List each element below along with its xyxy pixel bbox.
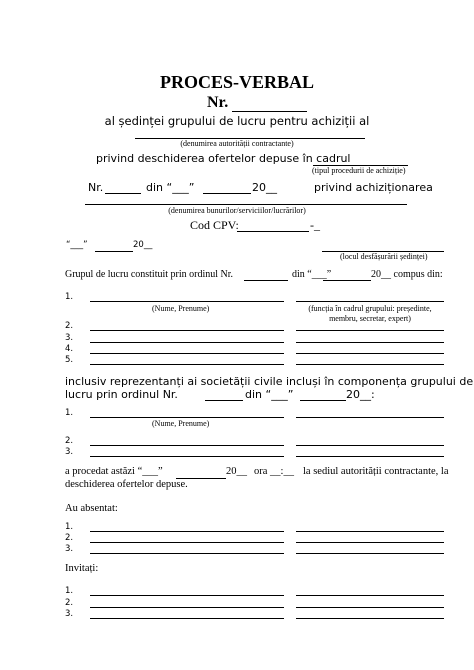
group-intro-prefix: Grupul de lucru constituit prin ordinul Nr. (65, 269, 234, 280)
civil-extra-line-3 (296, 456, 444, 457)
proceeded-time: ora __:__ (254, 466, 294, 477)
invited-extra-line-1 (296, 595, 444, 596)
absent-extra-line-1 (296, 531, 444, 532)
group-number-2: 2. (65, 321, 74, 331)
invited-number-1: 1. (65, 586, 74, 596)
absent-extra-line-3 (296, 553, 444, 554)
civil-name-line-3 (90, 456, 284, 457)
meeting-subtitle: al ședinței grupului de lucru pentru achiziții al (104, 114, 370, 128)
number-label: Nr. (207, 94, 229, 111)
cpv-suffix: -_ (310, 218, 320, 232)
civil-extra-line-1 (296, 417, 444, 418)
date-year: 20__ (133, 240, 153, 250)
group-name-caption: (Nume, Prenume) (152, 304, 210, 313)
group-name-line-2 (90, 330, 284, 331)
civil-number-2: 2. (65, 436, 74, 446)
group-number-3: 3. (65, 333, 74, 343)
civil-extra-line-2 (296, 445, 444, 446)
proceeded-line1-prefix: a procedat astăzi “___” (65, 466, 163, 477)
civil-nr-blank (205, 400, 243, 401)
absent-name-line-1 (90, 531, 284, 532)
group-function-line-3 (296, 342, 444, 343)
group-function-line-4 (296, 353, 444, 354)
civil-text-line2-from: din “___” (245, 388, 294, 401)
absent-label: Au absentat: (65, 503, 118, 514)
absent-extra-line-2 (296, 542, 444, 543)
nr-prefix: Nr. (88, 181, 104, 194)
group-number-5: 5. (65, 355, 74, 365)
year-suffix: 20__ (252, 181, 277, 194)
date-quote: “___” (66, 240, 88, 250)
group-intro-suffix: 20__ compus din: (371, 269, 443, 280)
group-function-line-2 (296, 330, 444, 331)
acquisition-text: privind achiziționarea (314, 181, 433, 194)
group-nr-blank (244, 280, 288, 281)
invited-number-2: 2. (65, 598, 74, 608)
number-blank (232, 111, 307, 112)
date-from: din “___” (146, 181, 195, 194)
group-name-line-3 (90, 342, 284, 343)
authority-caption: (denumirea autorității contractante) (180, 139, 294, 148)
group-name-line-5 (90, 364, 284, 365)
goods-caption: (denumirea bunurilor/serviciilor/lucrărilor) (168, 206, 306, 215)
group-function-caption: (funcția în cadrul grupului: președinte, membru, secretar, expert) (308, 304, 432, 323)
civil-text-line2-prefix: lucru prin ordinul Nr. (65, 388, 178, 401)
invited-number-3: 3. (65, 609, 74, 619)
absent-number-3: 3. (65, 544, 74, 554)
civil-name-line-2 (90, 445, 284, 446)
month-blank (203, 193, 251, 194)
group-name-line-4 (90, 353, 284, 354)
invited-extra-line-3 (296, 618, 444, 619)
group-number-1: 1. (65, 292, 74, 302)
absent-number-2: 2. (65, 533, 74, 543)
civil-text-line2-suffix: 20__: (346, 388, 375, 401)
cpv-label: Cod CPV: (190, 218, 239, 232)
absent-name-line-2 (90, 542, 284, 543)
group-function-line-1 (296, 301, 444, 302)
procedure-caption: (tipul procedurii de achiziție) (312, 166, 406, 175)
invited-label: Invitați: (65, 563, 99, 574)
invited-extra-line-2 (296, 607, 444, 608)
group-month-blank (323, 280, 371, 281)
civil-number-1: 1. (65, 408, 74, 418)
group-name-line-1 (90, 301, 284, 302)
date-month-blank (95, 251, 133, 252)
invited-name-line-3 (90, 618, 284, 619)
absent-name-line-3 (90, 553, 284, 554)
group-intro-from: din “___” (292, 269, 332, 280)
place-caption: (locul desfășurării ședinței) (340, 252, 428, 261)
invited-name-line-2 (90, 607, 284, 608)
document-title: PROCES-VERBAL (159, 72, 315, 92)
invited-name-line-1 (90, 595, 284, 596)
cpv-blank (237, 231, 309, 232)
civil-name-caption: (Nume, Prenume) (152, 419, 210, 428)
group-function-line-5 (296, 364, 444, 365)
civil-name-line-1 (90, 417, 284, 418)
absent-number-1: 1. (65, 522, 74, 532)
civil-month-blank (300, 400, 346, 401)
goods-blank (85, 204, 407, 205)
group-number-4: 4. (65, 344, 74, 354)
proceeded-line1-suffix: la sediul autorității contractante, la (303, 466, 449, 477)
proceeded-line2: deschiderea ofertelor depuse. (65, 479, 188, 490)
nr-blank (105, 193, 141, 194)
opening-text: privind deschiderea ofertelor depuse în cadrul (96, 152, 351, 165)
proceeded-year: 20__ (226, 466, 247, 477)
civil-number-3: 3. (65, 447, 74, 457)
civil-text-line1: inclusiv reprezentanți ai societății civile incluși în componența grupului de (65, 375, 474, 388)
